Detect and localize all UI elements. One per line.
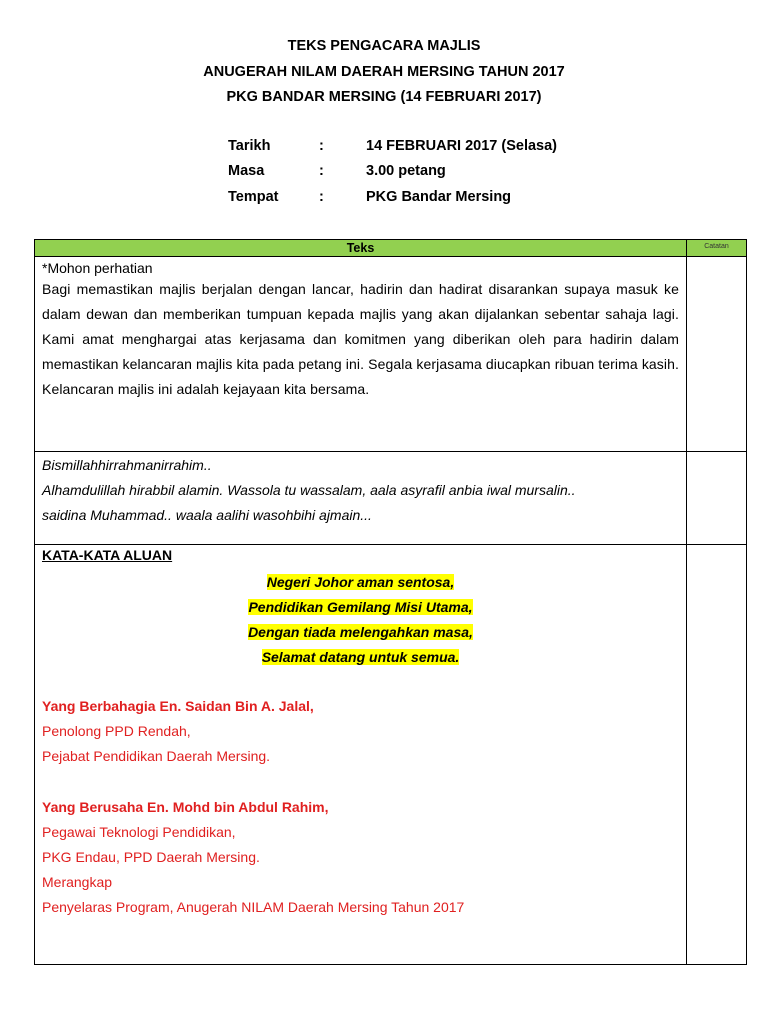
guest1-title: Penolong PPD Rendah, (42, 723, 191, 739)
pantun-line: Pendidikan Gemilang Misi Utama, (248, 599, 473, 615)
bismillah-line: Bismillahhirrahmanirrahim.. (42, 457, 212, 473)
info-place-sep: : (319, 189, 324, 205)
notes-cell (687, 545, 747, 965)
opening-cell (35, 452, 687, 545)
guest2-title: Pegawai Teknologi Pendidikan, (42, 824, 236, 840)
doa-line-2: saidina Muhammad.. waala aalihi wasohbihi ajmain... (42, 507, 372, 523)
guest1-name: Yang Berbahagia En. Saidan Bin A. Jalal, (42, 698, 314, 714)
guest2-also: Merangkap (42, 874, 113, 890)
section-heading: KATA-KATA ALUAN (42, 547, 173, 563)
info-place-label: Tempat (228, 189, 279, 205)
guest2-office: PKG Endau, PPD Daerah Mersing. (42, 849, 260, 865)
info-date-value: 14 FEBRUARI 2017 (Selasa) (366, 138, 557, 154)
column-header-teks: Teks (35, 240, 687, 257)
notes-cell (687, 452, 747, 545)
document-title: TEKS PENGACARA MAJLIS (287, 38, 481, 54)
notes-cell (687, 257, 747, 452)
info-time-sep: : (319, 163, 324, 179)
info-date-sep: : (319, 138, 324, 154)
script-table (34, 239, 747, 965)
venue-title: PKG BANDAR MERSING (14 FEBRUARI 2017) (226, 89, 542, 105)
info-place-value: PKG Bandar Mersing (366, 189, 512, 205)
event-title: ANUGERAH NILAM DAERAH MERSING TAHUN 2017 (203, 64, 565, 80)
guest2-role: Penyelaras Program, Anugerah NILAM Daerah Mersing Tahun 2017 (42, 899, 465, 915)
pantun-block (42, 570, 679, 670)
doa-line-1: Alhamdulillah hirabbil alamin. Wassola tu wassalam, aala asyrafil anbia iwal mursalin.. (42, 482, 576, 498)
guest1-office: Pejabat Pendidikan Daerah Mersing. (42, 748, 271, 764)
attention-note: *Mohon perhatian (42, 260, 153, 276)
announcement-cell (35, 257, 687, 452)
pantun-line: Dengan tiada melengahkan masa, (248, 624, 473, 640)
pantun-line: Selamat datang untuk semua. (261, 649, 460, 665)
info-date-label: Tarikh (228, 138, 271, 154)
welcome-cell (35, 545, 687, 965)
info-time-value: 3.00 petang (366, 163, 446, 179)
column-header-catatan: Catatan (687, 240, 747, 257)
announcement-paragraph: Bagi memastikan majlis berjalan dengan lancar, hadirin dan hadirat disarankan supaya masuk ke dalam dewan dan memberikan tumpuan kepada majlis yang akan dijalankan sebentar sahaja lagi. Kami amat menghargai atas kerjasama dan komitmen yang diberikan oleh para hadirin dalam memastikan kelancaran majlis kita pada petang ini. Segala kerjasama diucapkan ribuan terima kasih. Kelancaran majlis ini adalah kejayaan kita bersama. (42, 281, 679, 397)
pantun-line: Negeri Johor aman sentosa, (266, 574, 455, 590)
guest2-name: Yang Berusaha En. Mohd bin Abdul Rahim, (42, 799, 329, 815)
info-time-label: Masa (228, 163, 265, 179)
